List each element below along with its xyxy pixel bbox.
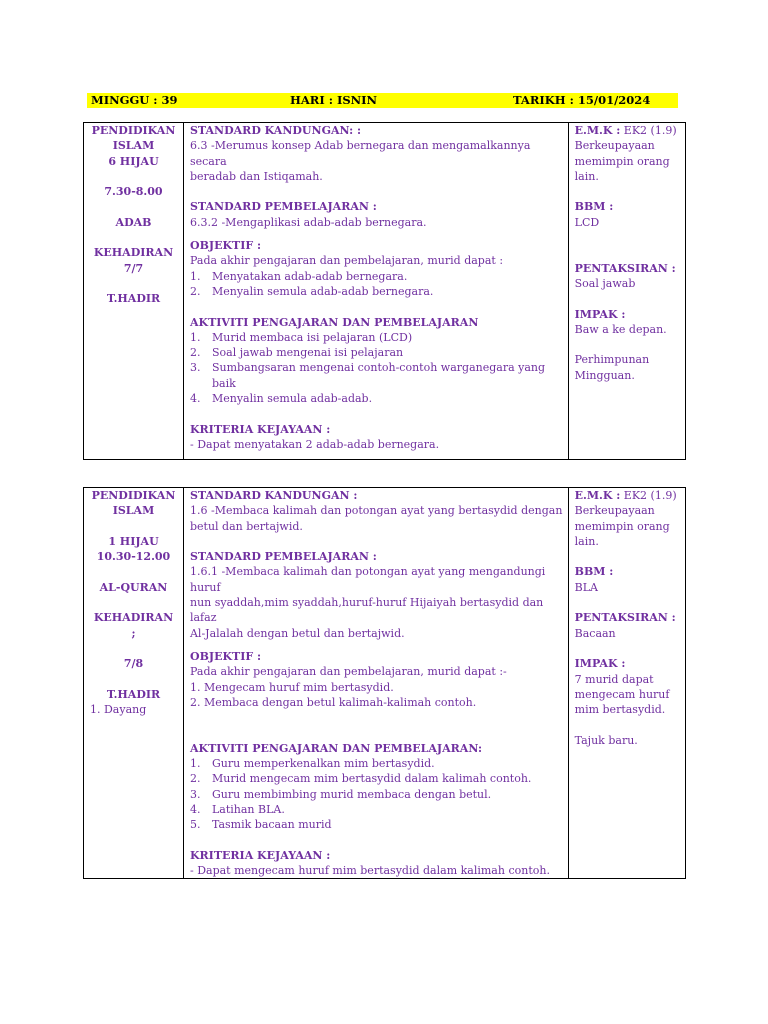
objective-heading: OBJEKTIF :: [189, 649, 262, 663]
impact-label: IMPAK :: [574, 657, 626, 671]
impact-text: Baw a ke depan.: [574, 322, 667, 336]
activity-item: 1. Murid membaca isi pelajaran (LCD): [189, 330, 413, 344]
impact-text: mengecam huruf: [574, 687, 670, 701]
emk-text: lain.: [574, 169, 599, 183]
activity-item: 2. Soal jawab mengenai isi pelajaran: [189, 346, 404, 360]
day-label: HARI : ISNIN: [290, 93, 378, 107]
sk-text: 1.6 -Membaca kalimah dan potongan ayat yang bertasydid dengan: [189, 504, 563, 518]
lesson-time: 7.30-8.00: [104, 185, 163, 199]
objective-item: 1. Menyatakan adab-adab bernegara.: [189, 269, 408, 283]
sk-text: betul dan bertajwid.: [189, 519, 303, 533]
lesson-notes-cell: [568, 123, 685, 460]
sp-heading: STANDARD PEMBELAJARAN :: [189, 200, 377, 214]
sp-heading: STANDARD PEMBELAJARAN :: [189, 550, 377, 564]
impact-text: mim bertasydid.: [574, 703, 666, 717]
activity-item: 4. Latihan BLA.: [189, 802, 285, 816]
absent-student: 1. Dayang: [90, 703, 147, 717]
sk-heading: STANDARD KANDUNGAN: :: [189, 124, 362, 137]
criteria-text: - Dapat mengecam huruf mim bertasydid dalam kalimah contoh.: [189, 864, 550, 878]
lesson-info-cell: [84, 488, 184, 879]
assessment-label: PENTAKSIRAN :: [574, 611, 676, 625]
criteria-heading: KRITERIA KEJAYAAN :: [189, 422, 331, 436]
lesson-info-cell: [84, 123, 184, 460]
attendance-value: 7/8: [123, 657, 144, 671]
emk-text: memimpin orang: [574, 519, 670, 533]
emk-text: Berkeupayaan: [574, 139, 655, 153]
class-name: 1 HIJAU: [108, 534, 159, 548]
activity-item: 3. Guru membimbing murid membaca dengan betul.: [189, 787, 492, 801]
emk-row: E.M.K : EK2 (1.9): [574, 124, 677, 137]
activity-item: 5. Tasmik bacaan murid: [189, 818, 332, 832]
sk-text: beradab dan Istiqamah.: [189, 169, 323, 183]
activity-item: 4. Menyalin semula adab-adab.: [189, 392, 373, 406]
attendance-label: KEHADIRAN: [93, 246, 174, 260]
attendance-value: 7/7: [123, 261, 144, 275]
sp-text: 6.3.2 -Mengaplikasi adab-adab bernegara.: [189, 215, 427, 229]
sp-text: nun syaddah,mim syaddah,huruf-huruf Hijaiyah bertasydid dan lafaz: [189, 596, 544, 625]
assessment-value: Bacaan: [574, 626, 616, 640]
absent-label: T.HADIR: [106, 292, 161, 306]
sk-heading: STANDARD KANDUNGAN :: [189, 489, 358, 502]
bbm-value: BLA: [574, 580, 598, 594]
criteria-text: - Dapat menyatakan 2 adab-adab bernegara.: [189, 437, 440, 451]
impact-label: IMPAK :: [574, 307, 626, 321]
activity-heading: AKTIVITI PENGAJARAN DAN PEMBELAJARAN: [189, 315, 479, 329]
bbm-value: LCD: [574, 215, 600, 229]
objective-item: 1. Mengecam huruf mim bertasydid.: [189, 680, 394, 694]
lesson-topic: AL-QURAN: [99, 580, 168, 594]
impact-text: Perhimpunan: [574, 353, 650, 367]
header-bar: [87, 93, 678, 108]
assessment-value: Soal jawab: [574, 276, 636, 290]
lesson-topic: ADAB: [115, 215, 152, 229]
date-label: TARIKH : 15/01/2024: [513, 93, 651, 107]
objective-intro: Pada akhir pengajaran dan pembelajaran, murid dapat :-: [189, 665, 507, 679]
bbm-label: BBM :: [574, 565, 614, 579]
sk-text: 6.3 -Merumus konsep Adab bernegara dan mengamalkannya secara: [189, 139, 531, 168]
attendance-label: KEHADIRAN ;: [93, 611, 174, 640]
absent-label: T.HADIR: [106, 687, 161, 701]
activity-item: 2. Murid mengecam mim bertasydid dalam kalimah contoh.: [189, 772, 532, 786]
sp-text: 1.6.1 -Membaca kalimah dan potongan ayat yang mengandungi huruf: [189, 565, 546, 594]
subject-line-1: PENDIDIKAN: [91, 124, 176, 137]
subject-line-2: ISLAM: [112, 139, 155, 153]
objective-item: 2. Menyalin semula adab-adab bernegara.: [189, 284, 434, 298]
impact-text: Mingguan.: [574, 368, 635, 382]
emk-row: E.M.K : EK2 (1.9): [574, 489, 677, 502]
lesson-plan-table-2: [83, 487, 686, 879]
impact-text: Tajuk baru.: [574, 733, 638, 747]
lesson-notes-cell: [568, 488, 685, 879]
activity-item: 1. Guru memperkenalkan mim bertasydid.: [189, 757, 435, 771]
sp-text: Al-Jalalah dengan betul dan bertajwid.: [189, 626, 405, 640]
class-name: 6 HIJAU: [108, 154, 159, 168]
assessment-label: PENTAKSIRAN :: [574, 261, 676, 275]
bbm-label: BBM :: [574, 200, 614, 214]
subject-line-2: ISLAM: [112, 504, 155, 518]
impact-text: 7 murid dapat: [574, 672, 654, 686]
lesson-time: 10.30-12.00: [96, 550, 171, 564]
objective-intro: Pada akhir pengajaran dan pembelajaran, murid dapat :: [189, 254, 504, 268]
activity-heading: AKTIVITI PENGAJARAN DAN PEMBELAJARAN:: [189, 741, 483, 755]
activity-item: 3. Sumbangsaran mengenai contoh-contoh warganegara yang baik: [189, 361, 546, 390]
criteria-heading: KRITERIA KEJAYAAN :: [189, 848, 331, 862]
lesson-content-cell: [183, 488, 568, 879]
emk-text: lain.: [574, 534, 599, 548]
week-label: MINGGU : 39: [91, 93, 178, 107]
lesson-content-cell: [183, 123, 568, 460]
objective-heading: OBJEKTIF :: [189, 239, 262, 253]
emk-text: Berkeupayaan: [574, 504, 655, 518]
subject-line-1: PENDIDIKAN: [91, 489, 176, 502]
emk-text: memimpin orang: [574, 154, 670, 168]
objective-item: 2. Membaca dengan betul kalimah-kalimah contoh.: [189, 695, 477, 709]
lesson-plan-table-1: [83, 122, 686, 460]
